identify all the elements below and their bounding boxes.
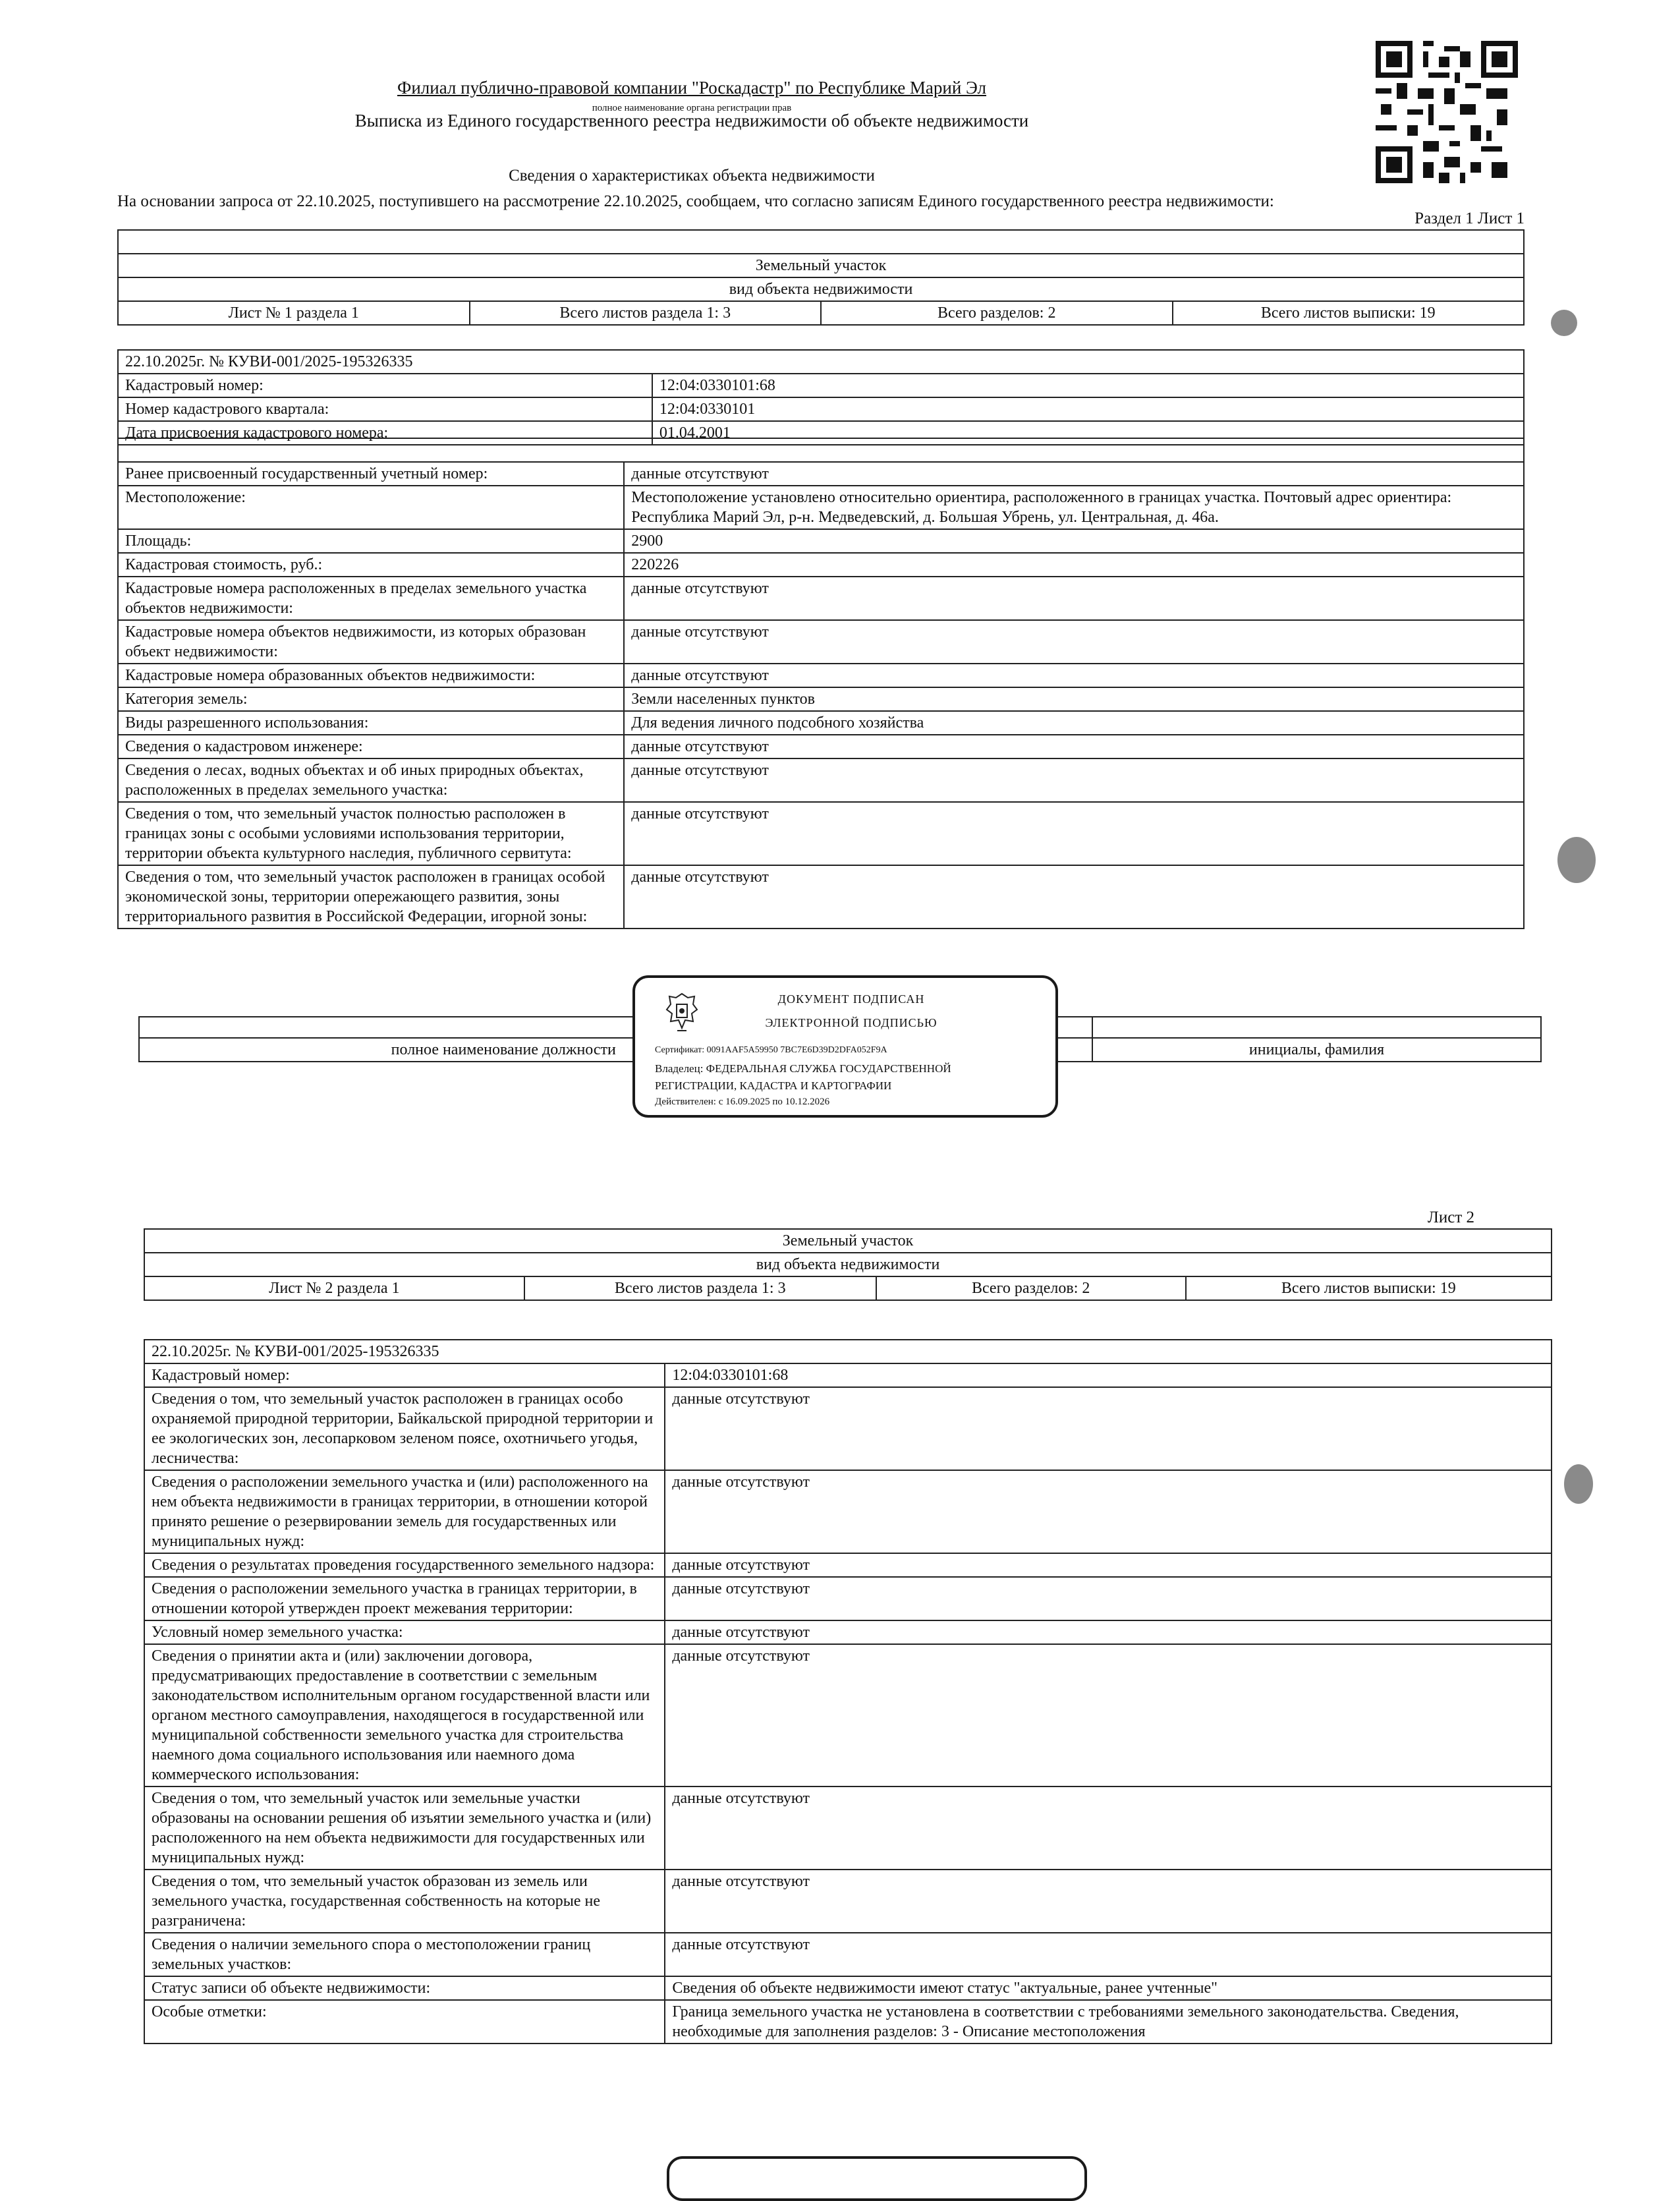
- row-label: Кадастровая стоимость, руб.:: [118, 553, 624, 577]
- table-row: [144, 1870, 1552, 1933]
- row-label: Кадастровые номера расположенных в пределах земельного участка объектов недвижимости:: [118, 577, 624, 620]
- object-type: Земельный участок: [144, 1229, 1552, 1253]
- document-reference: 22.10.2025г. № КУВИ-001/2025-195326335: [118, 350, 1524, 374]
- table-row: [144, 1976, 1552, 2000]
- table-row: [118, 758, 1524, 802]
- sheet1-details-table: [117, 438, 1525, 929]
- electronic-signature-stamp-partial: [667, 2156, 1087, 2201]
- total-sheets-section: Всего листов раздела 1: 3: [470, 301, 822, 325]
- row-value: Для ведения личного подсобного хозяйства: [624, 711, 1524, 735]
- total-sections: Всего разделов: 2: [876, 1276, 1186, 1300]
- row-label: Категория земель:: [118, 687, 624, 711]
- table-row: [118, 374, 1524, 397]
- sheet-number: Лист № 1 раздела 1: [118, 301, 470, 325]
- row-label: Особые отметки:: [144, 2000, 665, 2044]
- row-label: Ранее присвоенный государственный учетный номер:: [118, 462, 624, 486]
- document-reference: 22.10.2025г. № КУВИ-001/2025-195326335: [144, 1340, 1552, 1363]
- stamp-owner-2: РЕГИСТРАЦИИ, КАДАСТРА И КАРТОГРАФИИ: [655, 1079, 892, 1092]
- row-value: данные отсутствуют: [665, 1787, 1552, 1870]
- table-row: [118, 865, 1524, 929]
- table-row: [118, 462, 1524, 486]
- row-label: Условный номер земельного участка:: [144, 1620, 665, 1644]
- row-value: данные отсутствуют: [624, 735, 1524, 758]
- table-row: [144, 2000, 1552, 2044]
- row-value: данные отсутствуют: [665, 1387, 1552, 1470]
- row-value: 12:04:0330101:68: [652, 374, 1524, 397]
- table-row: [118, 802, 1524, 865]
- table-row: [144, 1363, 1552, 1387]
- stamp-owner: Владелец: ФЕДЕРАЛЬНАЯ СЛУЖБА ГОСУДАРСТВЕННОЙ: [655, 1062, 951, 1075]
- row-label: Сведения о наличии земельного спора о местоположении границ земельных участков:: [144, 1933, 665, 1976]
- table-row: [118, 486, 1524, 529]
- row-label: Статус записи об объекте недвижимости:: [144, 1976, 665, 2000]
- table-row: [118, 553, 1524, 577]
- row-label: Площадь:: [118, 529, 624, 553]
- object-type-caption: вид объекта недвижимости: [118, 277, 1524, 301]
- row-label: Сведения о принятии акта и (или) заключении договора, предусматривающих предоставление в соответствии с земельным законодательством исполнительным органом государственной власти или органом местного самоуправления, находящегося в государственной или муниципальной собственности земельного участка для строительства наемного дома социального использования или наемного дома коммерческого использования:: [144, 1644, 665, 1787]
- row-label: Сведения о том, что земельный участок расположен в границах особой экономической зоны, территории опережающего развития, зоны территориального развития в Российской Федерации, игорной зоны:: [118, 865, 624, 929]
- total-sheets-extract: Всего листов выписки: 19: [1186, 1276, 1552, 1300]
- row-value: данные отсутствуют: [665, 1933, 1552, 1976]
- organization-name: Филиал публично-правовой компании "Роскадастр" по Республике Марий Эл: [397, 78, 987, 98]
- row-value: 12:04:0330101:68: [665, 1363, 1552, 1387]
- coat-of-arms-icon: [664, 991, 700, 1035]
- stamp-title: ДОКУМЕНТ ПОДПИСАН: [777, 992, 925, 1006]
- sheet2-identification-table: [144, 1339, 1552, 1388]
- row-value: данные отсутствуют: [665, 1577, 1552, 1620]
- row-label: Сведения о кадастровом инженере:: [118, 735, 624, 758]
- row-value: Сведения об объекте недвижимости имеют статус "актуальные, ранее учтенные": [665, 1976, 1552, 2000]
- sheet-number: Лист № 2 раздела 1: [144, 1276, 524, 1300]
- object-type: Земельный участок: [118, 254, 1524, 277]
- table-row: [144, 1933, 1552, 1976]
- sheet2-ref: Лист 2: [1427, 1209, 1474, 1226]
- row-label: Сведения о том, что земельный участок образован из земель или земельного участка, государственная собственность на которые не разграничена:: [144, 1870, 665, 1933]
- row-value: 2900: [624, 529, 1524, 553]
- row-label: Кадастровые номера образованных объектов недвижимости:: [118, 664, 624, 687]
- row-value: данные отсутствуют: [624, 758, 1524, 802]
- request-basis-text: На основании запроса от 22.10.2025, поступившего на рассмотрение 22.10.2025, сообщаем, что согласно записям Единого государственного реестра недвижимости:: [117, 192, 1274, 210]
- row-value: данные отсутствуют: [624, 802, 1524, 865]
- organization-caption: полное наименование органа регистрации прав: [592, 103, 792, 113]
- document-title: Выписка из Единого государственного реестра недвижимости об объекте недвижимости: [354, 111, 1029, 130]
- punch-hole-mark: [1564, 1464, 1593, 1504]
- row-value: данные отсутствуют: [665, 1870, 1552, 1933]
- row-label: Сведения о том, что земельный участок или земельные участки образованы на основании решения об изъятии земельного участка и (или) расположенного на нем объекта недвижимости для государственных или муниципальных нужд:: [144, 1787, 665, 1870]
- table-row: [118, 529, 1524, 553]
- row-label: Сведения о результатах проведения государственного земельного надзора:: [144, 1553, 665, 1577]
- row-value: 220226: [624, 553, 1524, 577]
- table-row: [118, 687, 1524, 711]
- position-caption: полное наименование должности: [139, 1038, 868, 1062]
- row-value: данные отсутствуют: [665, 1553, 1552, 1577]
- section-sheet-ref: Раздел 1 Лист 1: [1414, 210, 1525, 227]
- row-value: данные отсутствуют: [624, 462, 1524, 486]
- table-row: [144, 1644, 1552, 1787]
- table-row: [118, 620, 1524, 664]
- punch-hole-mark: [1557, 837, 1596, 883]
- object-type-caption: вид объекта недвижимости: [144, 1253, 1552, 1276]
- table-row: [144, 1787, 1552, 1870]
- row-value: данные отсутствуют: [665, 1620, 1552, 1644]
- stamp-validity: Действителен: с 16.09.2025 по 10.12.2026: [655, 1097, 830, 1107]
- row-label: Дата присвоения кадастрового номера:: [118, 421, 652, 445]
- row-label: Сведения о том, что земельный участок расположен в границах особо охраняемой природной территории, Байкальской природной территории и ее экологических зон, лесопарковом зеленом поясе, охотничьего угодья, лесничества:: [144, 1387, 665, 1470]
- row-value: данные отсутствуют: [624, 620, 1524, 664]
- document-subtitle: Сведения о характеристиках объекта недвижимости: [509, 167, 875, 185]
- total-sheets-section: Всего листов раздела 1: 3: [524, 1276, 876, 1300]
- table-row: [144, 1387, 1552, 1470]
- table-row: [118, 397, 1524, 421]
- row-value: данные отсутствуют: [624, 865, 1524, 929]
- total-sections: Всего разделов: 2: [821, 301, 1173, 325]
- row-value: Граница земельного участка не установлена в соответствии с требованиями земельного законодательства. Сведения, необходимые для заполнения разделов: 3 - Описание местоположения: [665, 2000, 1552, 2044]
- stamp-certificate: Сертификат: 0091AAF5A59950 7BC7E6D39D2DFA052F9A: [655, 1045, 887, 1055]
- sheet2-details-table: [144, 1386, 1552, 2044]
- punch-hole-mark: [1551, 310, 1577, 336]
- table-row: [118, 735, 1524, 758]
- row-label: Номер кадастрового квартала:: [118, 397, 652, 421]
- table-row: [118, 664, 1524, 687]
- row-label: Сведения о том, что земельный участок полностью расположен в границах зоны с особыми условиями использования территории, территории объекта культурного наследия, публичного сервитута:: [118, 802, 624, 865]
- row-value: Земли населенных пунктов: [624, 687, 1524, 711]
- stamp-title-2: ЭЛЕКТРОННОЙ ПОДПИСЬЮ: [765, 1016, 938, 1029]
- row-value: Местоположение установлено относительно ориентира, расположенного в границах участка. Почтовый адрес ориентира: Республика Марий Эл, р-н. Медведевский, д. Большая Убрень, ул. Центральная, д. 46а.: [624, 486, 1524, 529]
- row-label: Сведения о расположении земельного участка в границах территории, в отношении которой утвержден проект межевания территории:: [144, 1577, 665, 1620]
- name-caption: инициалы, фамилия: [1092, 1038, 1541, 1062]
- row-value: данные отсутствуют: [665, 1644, 1552, 1787]
- row-value: данные отсутствуют: [624, 664, 1524, 687]
- row-label: Кадастровый номер:: [144, 1363, 665, 1387]
- table-row: [118, 711, 1524, 735]
- table-row: [144, 1470, 1552, 1553]
- table-row: [144, 1620, 1552, 1644]
- row-value: 12:04:0330101: [652, 397, 1524, 421]
- row-value: данные отсутствуют: [665, 1470, 1552, 1553]
- table-row: [144, 1553, 1552, 1577]
- row-label: Кадастровые номера объектов недвижимости, из которых образован объект недвижимости:: [118, 620, 624, 664]
- sheet2-header-table: [144, 1228, 1552, 1301]
- row-label: Местоположение:: [118, 486, 624, 529]
- table-row: [118, 577, 1524, 620]
- row-value: данные отсутствуют: [624, 577, 1524, 620]
- total-sheets-extract: Всего листов выписки: 19: [1173, 301, 1525, 325]
- electronic-signature-stamp: [632, 975, 1058, 1118]
- row-value: 01.04.2001: [652, 421, 1524, 445]
- row-label: Сведения о расположении земельного участка и (или) расположенного на нем объекта недвижимости в границах территории, в отношении которой принято решение о резервировании земель для государственных или муниципальных нужд:: [144, 1470, 665, 1553]
- row-label: Виды разрешенного использования:: [118, 711, 624, 735]
- row-label: Кадастровый номер:: [118, 374, 652, 397]
- sheet1-identification-table: [117, 349, 1525, 445]
- qr-code: [1376, 41, 1518, 183]
- table-row: [144, 1577, 1552, 1620]
- sheet1-header-table: [117, 229, 1525, 326]
- row-label: Сведения о лесах, водных объектах и об иных природных объектах, расположенных в пределах земельного участка:: [118, 758, 624, 802]
